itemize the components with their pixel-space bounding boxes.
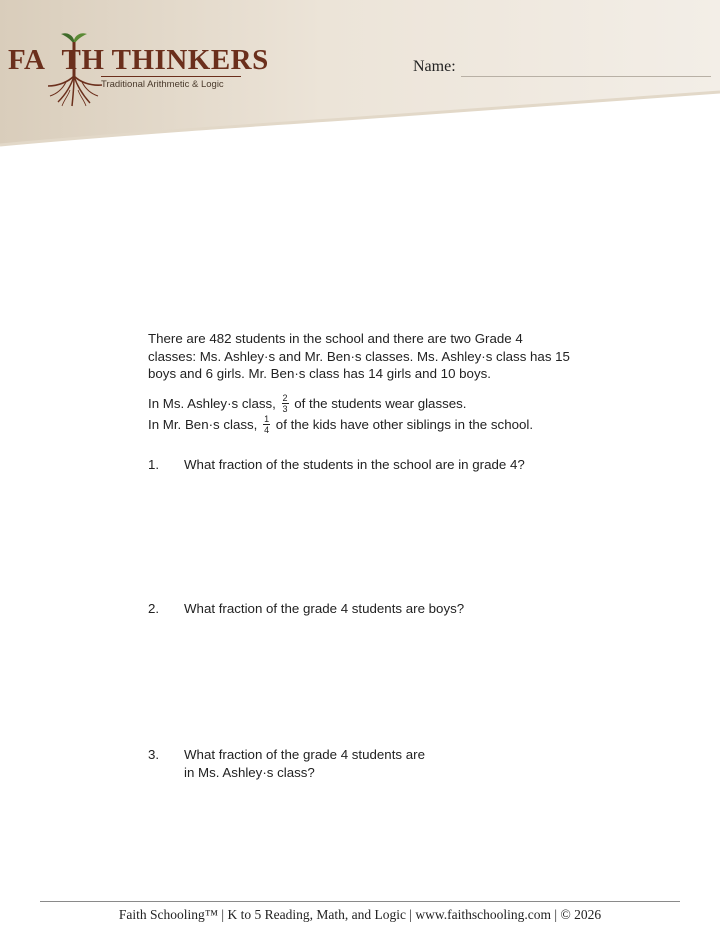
name-label: Name: [413,58,456,75]
ben-fact-text-after: of the kids have other siblings in the school. [275,417,534,432]
name-field-line[interactable] [461,76,711,77]
question-3-line-1: What fraction of the grade 4 students are [184,747,425,762]
question-3-text [184,746,425,782]
fraction-two-thirds [282,393,289,414]
logo-title: FA TH THINKERS [8,44,269,76]
tree-roots-icon [44,30,104,108]
fraction-denominator: 4 [264,424,270,435]
question-1-number: 1. [148,457,160,472]
question-2-text [184,600,464,618]
intro-line-3: boys and 6 girls. Mr. Ben·s class has 14 girls and 10 boys. [148,366,491,381]
question-3-answer-space[interactable] [148,790,588,890]
logo-subtitle: Traditional Arithmetic & Logic [101,79,224,90]
question-1-line-1: What fraction of the students in the school are in grade 4? [184,457,525,472]
logo-divider [101,76,241,77]
footer-text: Faith Schooling™ | K to 5 Reading, Math, and Logic | www.faithschooling.com | © 2026 [118,907,602,922]
question-1-text [184,456,525,474]
footer-divider [40,901,680,902]
ben-siblings-fact [148,414,533,436]
intro-line-1: There are 482 students in the school and there are two Grade 4 [148,331,523,346]
question-2-number: 2. [148,601,160,616]
question-3-line-2: in Ms. Ashley·s class? [184,765,315,780]
ashley-fact-text-before: In Ms. Ashley·s class, [148,396,276,411]
ben-fact-text-before: In Mr. Ben·s class, [148,417,258,432]
fraction-numerator: 1 [264,413,270,424]
fraction-numerator: 2 [282,392,288,403]
fraction-denominator: 3 [282,403,288,414]
question-1-answer-space[interactable] [148,480,588,590]
question-3-number: 3. [148,747,160,762]
intro-line-2: classes: Ms. Ashley·s and Mr. Ben·s classes. Ms. Ashley·s class has 15 [148,348,570,364]
question-2-answer-space[interactable] [148,624,588,734]
question-2-line-1: What fraction of the grade 4 students are boys? [184,601,465,616]
faith-thinkers-logo [6,30,269,110]
ashley-glasses-fact [148,393,466,415]
fraction-one-quarter [263,414,270,435]
ashley-fact-text-after: of the students wear glasses. [294,396,467,411]
